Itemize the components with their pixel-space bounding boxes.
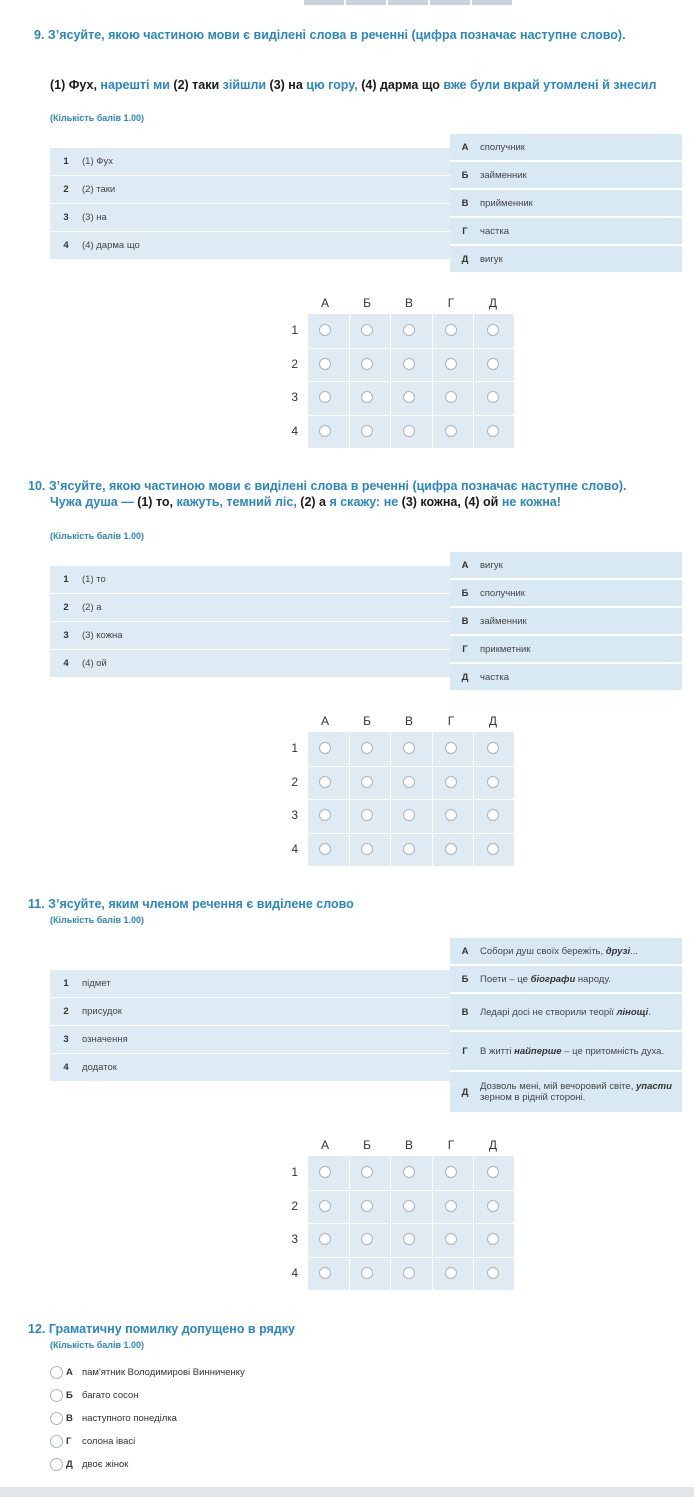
q10-left-item-4 (50, 650, 450, 678)
q11-right-highlighted-word: лінощі (616, 1006, 649, 1018)
q11-grid-row-divider (308, 1257, 514, 1258)
q12-option-radio[interactable] (50, 1458, 63, 1471)
q10-sentence-part-1: (1) то, (137, 495, 177, 509)
q10-radio-4-В[interactable] (403, 843, 415, 855)
q11-right-text: Дозволь мені, мій вечоровий світе, (480, 1081, 636, 1092)
q11-right-text-end: – це притомність духа. (561, 1045, 665, 1057)
q10-grid-column-header-Б: Б (363, 714, 371, 728)
q10-radio-4-А[interactable] (319, 843, 331, 855)
q9-radio-1-В[interactable] (403, 324, 415, 336)
q11-right-label (480, 1007, 659, 1018)
q9-radio-3-Г[interactable] (445, 391, 457, 403)
q11-grid-row-label-3: 3 (291, 1232, 298, 1246)
q12-option-letter: Г (66, 1436, 72, 1447)
q9-grid-row-label-2: 2 (291, 356, 298, 371)
q11-left-item-2 (50, 998, 450, 1026)
q9-radio-4-Д[interactable] (487, 425, 499, 437)
q9-right-item-Г (450, 218, 682, 246)
q10-left-label: (1) то (82, 574, 106, 585)
q9-radio-1-Б[interactable] (361, 324, 373, 336)
q10-radio-1-Б[interactable] (361, 742, 373, 754)
q11-right-letter: В (461, 1006, 469, 1018)
q11-grid-col-divider (390, 1156, 391, 1290)
q10-grid-row-label-4: 4 (291, 841, 298, 856)
q9-radio-2-В[interactable] (403, 358, 415, 370)
q10-grid-column-header-Д: Д (488, 714, 498, 728)
q11-left-item-1 (50, 970, 450, 998)
q11-right-highlighted-word: біографи (530, 973, 576, 985)
q11-right-text-end: ... (630, 945, 639, 957)
q11-radio-3-В[interactable] (403, 1233, 415, 1245)
q10-radio-4-Г[interactable] (445, 843, 457, 855)
q10-points: (Кількість балів 1.00) (50, 531, 145, 541)
q10-right-item-Г (450, 636, 682, 664)
q9-grid-row-label-1: 1 (291, 323, 298, 337)
q11-left-item-4 (50, 1054, 450, 1082)
q11-radio-4-Д[interactable] (487, 1267, 499, 1279)
q11-right-highlighted-word: найперше (514, 1045, 562, 1057)
q9-grid-column-header-В: В (404, 296, 413, 310)
q10-grid-col-divider (473, 732, 474, 866)
q11-grid-column-header-В: В (404, 1138, 413, 1152)
q9-right-item-Б (450, 162, 682, 190)
q11-right-text-end: . (648, 1006, 651, 1018)
q10-radio-3-В[interactable] (403, 809, 415, 821)
q11-right-item-А (450, 938, 682, 966)
q9-radio-2-Б[interactable] (361, 358, 373, 370)
q10-radio-1-А[interactable] (319, 742, 331, 754)
q11-grid-column-header-А: А (320, 1138, 329, 1152)
q9-right-item-В (450, 190, 682, 218)
q11-radio-3-А[interactable] (319, 1233, 331, 1245)
q9-radio-1-Г[interactable] (445, 324, 457, 336)
q9-right-letter: Д (461, 253, 469, 265)
q9-points: (Кількість балів 1.00) (50, 113, 145, 123)
q11-right-label (480, 1046, 672, 1057)
q10-left-number: 2 (63, 602, 69, 613)
q12-option-letter: В (66, 1413, 73, 1424)
q11-radio-3-Д[interactable] (487, 1233, 499, 1245)
q11-right-label (480, 946, 646, 957)
q10-right-letter: Г (462, 643, 468, 655)
q9-sentence-part-3: зійшли (222, 78, 270, 92)
q9-radio-4-А[interactable] (319, 425, 331, 437)
q10-sentence-part-4: я скажу: (329, 495, 384, 509)
q11-grid-col-divider (473, 1156, 474, 1290)
q9-right-item-Д (450, 246, 682, 274)
q11-right-text: В житті (480, 1045, 515, 1057)
q10-right-item-А (450, 552, 682, 580)
q10-title: 10. З’ясуйте, якою частиною мови є виділені слова в реченні (цифра позначає наступне слово). (28, 479, 627, 493)
q11-radio-4-В[interactable] (403, 1267, 415, 1279)
q10-right-label: сполучник (480, 587, 525, 599)
q12-option-radio[interactable] (50, 1366, 63, 1379)
q11-radio-2-Д[interactable] (487, 1200, 499, 1212)
q12-option-text: пам'ятник Володимирові Винниченку (82, 1367, 245, 1378)
q12-option-text: двоє жінок (82, 1459, 129, 1470)
q10-left-number: 4 (63, 658, 69, 669)
q11-left-label: додаток (82, 1062, 117, 1073)
q9-radio-2-А[interactable] (319, 358, 331, 370)
q11-right-letter: Б (461, 973, 469, 985)
q11-left-number: 4 (63, 1062, 69, 1073)
q10-grid-row-label-3: 3 (291, 808, 298, 822)
q10-grid-row-divider (308, 833, 514, 834)
q11-left-label: присудок (82, 1006, 122, 1017)
q12-option-Б[interactable] (50, 1389, 139, 1402)
q11-right-highlighted-word: друзі (605, 945, 631, 957)
q9-radio-1-А[interactable] (319, 324, 331, 336)
q9-right-letter: В (461, 197, 469, 209)
q10-left-item-2 (50, 594, 450, 622)
q12-option-radio[interactable] (50, 1412, 63, 1425)
q11-right-letter: А (461, 945, 469, 957)
q11-radio-3-Г[interactable] (445, 1233, 457, 1245)
q9-grid-row-label-3: 3 (291, 390, 298, 404)
q9-radio-3-Б[interactable] (361, 391, 373, 403)
q9-left-label: (1) Фух (82, 156, 113, 167)
q10-grid-row-divider (308, 766, 514, 767)
q10-radio-1-Г[interactable] (445, 742, 457, 754)
q9-right-letter: Б (461, 169, 469, 181)
q10-radio-2-Д[interactable] (487, 776, 499, 788)
q11-grid-row-divider (308, 1223, 514, 1224)
q10-grid-row-label-1: 1 (291, 741, 298, 755)
q10-sentence-part-6: (3) кожна, (401, 495, 465, 509)
q11-radio-2-Б[interactable] (361, 1200, 373, 1212)
q10-grid-column-header-В: В (404, 714, 413, 728)
q9-sentence-part-0: (1) Фух, (50, 78, 101, 92)
q9-left-number: 2 (63, 184, 69, 195)
q10-radio-4-Д[interactable] (487, 843, 499, 855)
q9-right-letter: Г (462, 225, 468, 237)
q10-radio-1-Д[interactable] (487, 742, 499, 754)
q11-grid-column-header-Б: Б (363, 1138, 371, 1152)
q9-left-item-1 (50, 148, 450, 176)
q9-left-label: (4) дарма що (82, 240, 140, 251)
q11-grid-row-divider (308, 1190, 514, 1191)
q9-left-label: (3) на (82, 212, 107, 223)
q9-radio-4-Б[interactable] (361, 425, 373, 437)
q10-grid-col-divider (349, 732, 350, 866)
q9-sentence-part-4: (3) на (269, 78, 307, 92)
q10-radio-2-Б[interactable] (361, 776, 373, 788)
q10-grid-row-label-2: 2 (291, 774, 298, 789)
q10-grid-column-header-А: А (320, 714, 329, 728)
q9-sentence-part-7: вже були вкрай утомлені й знесил (443, 78, 657, 92)
q9-radio-4-Г[interactable] (445, 425, 457, 437)
q10-sentence-part-8: не кожна! (501, 495, 561, 509)
q9-left-item-3 (50, 204, 450, 232)
q10-right-letter: А (461, 559, 469, 571)
q11-radio-1-А[interactable] (319, 1166, 331, 1178)
q11-radio-4-Б[interactable] (361, 1267, 373, 1279)
q11-right-label (480, 974, 619, 985)
q9-radio-1-Д[interactable] (487, 324, 499, 336)
q10-sentence-part-5: не (383, 495, 402, 509)
q11-right-highlighted-word: упасти (635, 1081, 672, 1092)
q10-radio-1-В[interactable] (403, 742, 415, 754)
q10-right-label: займенник (480, 615, 527, 627)
q9-right-label: частка (480, 225, 509, 237)
q9-right-label: займенник (480, 169, 527, 181)
q9-grid-row-label-4: 4 (291, 423, 298, 438)
q11-right-letter: Д (461, 1086, 469, 1098)
q10-grid-column-header-Г: Г (447, 714, 455, 728)
q9-title: 9. З’ясуйте, якою частиною мови є виділені слова в реченні (цифра позначає наступне слово). (34, 28, 626, 42)
q11-right-item-Б (450, 966, 682, 994)
q9-sentence-part-1: нарешті ми (100, 78, 174, 92)
q12-option-А[interactable] (50, 1366, 245, 1379)
q9-radio-2-Д[interactable] (487, 358, 499, 370)
q11-grid-column-header-Д: Д (488, 1138, 498, 1152)
q11-radio-1-Г[interactable] (445, 1166, 457, 1178)
q11-left-number: 2 (63, 1006, 69, 1017)
q9-left-label: (2) таки (82, 184, 116, 195)
q9-grid-col-divider (390, 314, 391, 448)
q11-radio-2-В[interactable] (403, 1200, 415, 1212)
q11-grid-col-divider (432, 1156, 433, 1290)
q10-sentence-part-0: Чужа душа — (50, 495, 138, 509)
q11-right-text: Собори душ своїх бережіть, (480, 945, 606, 957)
q11-radio-4-Г[interactable] (445, 1267, 457, 1279)
q11-radio-4-А[interactable] (319, 1267, 331, 1279)
q12-option-letter: Б (66, 1390, 73, 1401)
q9-grid-column-header-Г: Г (447, 296, 455, 310)
q9-left-number: 4 (63, 240, 69, 251)
q10-radio-3-Г[interactable] (445, 809, 457, 821)
q10-left-number: 3 (63, 630, 69, 641)
q10-left-item-1 (50, 566, 450, 594)
bottom-bar (0, 1487, 694, 1497)
q12-option-text: багато сосон (82, 1390, 139, 1401)
q9-left-number: 3 (63, 212, 69, 223)
q12-option-letter: А (66, 1367, 73, 1378)
q9-sentence-part-6: (4) дарма що (361, 78, 444, 92)
q12-option-text: солона івасі (82, 1436, 136, 1447)
q9-grid-col-divider (473, 314, 474, 448)
q9-grid-row-divider (308, 381, 514, 382)
q9-grid-col-divider (349, 314, 350, 448)
q9-sentence-part-2: (2) таки (173, 78, 223, 92)
q10-right-item-Б (450, 580, 682, 608)
q10-sentence-part-2: кажуть, темний ліс, (176, 495, 301, 509)
q11-grid-row-label-4: 4 (291, 1265, 298, 1280)
q12-option-Г[interactable] (50, 1435, 135, 1448)
q9-radio-4-В[interactable] (403, 425, 415, 437)
q10-sentence (50, 495, 561, 509)
q11-right-letter: Г (462, 1045, 468, 1057)
q10-left-item-3 (50, 622, 450, 650)
q10-sentence-part-3: (2) а (300, 495, 330, 509)
q11-right-text: Ледарі досі не створили теорії (480, 1006, 617, 1018)
q11-right-item-Г (450, 1032, 682, 1072)
q11-grid-col-divider (349, 1156, 350, 1290)
q11-grid-column-header-Г: Г (447, 1138, 455, 1152)
q9-sentence (50, 78, 656, 92)
q10-radio-4-Б[interactable] (361, 843, 373, 855)
q9-radio-2-Г[interactable] (445, 358, 457, 370)
q11-radio-2-А[interactable] (319, 1200, 331, 1212)
q9-grid-row-divider (308, 348, 514, 349)
q11-right-label (480, 1081, 682, 1103)
q11-right-text-end: народу. (575, 973, 611, 985)
q10-right-label: вигук (480, 559, 503, 571)
q11-points: (Кількість балів 1.00) (50, 915, 145, 925)
q10-radio-3-А[interactable] (319, 809, 331, 821)
q10-right-label: частка (480, 671, 509, 683)
q10-left-number: 1 (63, 574, 69, 585)
q10-left-label: (3) кожна (82, 630, 123, 641)
q9-right-letter: А (461, 141, 469, 153)
q10-grid-col-divider (390, 732, 391, 866)
q11-left-number: 1 (63, 978, 69, 989)
q10-grid-row-divider (308, 799, 514, 800)
q12-option-radio[interactable] (50, 1435, 63, 1448)
q10-right-item-В (450, 608, 682, 636)
q11-right-item-Д (450, 1072, 682, 1114)
q10-radio-2-Г[interactable] (445, 776, 457, 788)
q9-radio-3-В[interactable] (403, 391, 415, 403)
q11-left-label: означення (82, 1034, 128, 1045)
q10-radio-2-В[interactable] (403, 776, 415, 788)
q11-right-item-В (450, 994, 682, 1032)
q10-radio-3-Б[interactable] (361, 809, 373, 821)
q12-option-letter: Д (66, 1459, 73, 1470)
q11-grid-row-label-1: 1 (291, 1165, 298, 1179)
q10-grid-col-divider (432, 732, 433, 866)
q9-right-label: прийменник (480, 197, 533, 209)
q9-grid-col-divider (432, 314, 433, 448)
q9-right-label: вигук (480, 253, 503, 265)
q9-left-number: 1 (63, 156, 69, 167)
q11-radio-1-В[interactable] (403, 1166, 415, 1178)
q10-sentence-part-7: (4) ой (464, 495, 502, 509)
q9-grid-column-header-Д: Д (488, 296, 498, 310)
q9-left-item-2 (50, 176, 450, 204)
q12-points: (Кількість балів 1.00) (50, 1340, 145, 1350)
q10-radio-3-Д[interactable] (487, 809, 499, 821)
q12-option-radio[interactable] (50, 1389, 63, 1402)
q10-right-letter: Б (461, 587, 469, 599)
q11-radio-3-Б[interactable] (361, 1233, 373, 1245)
q11-title: 11. З’ясуйте, яким членом речення є виділене слово (28, 897, 354, 911)
top-scroll-edge (0, 0, 694, 6)
q9-grid-row-divider (308, 415, 514, 416)
q9-right-item-А (450, 134, 682, 162)
q11-right-text: Поети – це (480, 973, 531, 985)
q10-right-letter: В (461, 615, 469, 627)
q11-left-label: підмет (82, 978, 111, 989)
q10-left-label: (2) а (82, 602, 102, 613)
q9-left-item-4 (50, 232, 450, 260)
q9-radio-3-А[interactable] (319, 391, 331, 403)
q10-right-letter: Д (461, 671, 469, 683)
q10-left-label: (4) ой (82, 658, 107, 669)
q9-grid-column-header-А: А (320, 296, 329, 310)
q9-radio-3-Д[interactable] (487, 391, 499, 403)
q10-right-item-Д (450, 664, 682, 692)
q11-radio-1-Б[interactable] (361, 1166, 373, 1178)
q12-option-В[interactable] (50, 1412, 177, 1425)
q12-title: 12. Граматичну помилку допущено в рядку (28, 1322, 295, 1336)
q10-right-label: прикметник (480, 643, 531, 655)
q12-option-Д[interactable] (50, 1458, 128, 1471)
q11-radio-2-Г[interactable] (445, 1200, 457, 1212)
q9-sentence-part-5: цю гору, (306, 78, 362, 92)
q11-left-number: 3 (63, 1034, 69, 1045)
q9-grid-column-header-Б: Б (363, 296, 371, 310)
q11-radio-1-Д[interactable] (487, 1166, 499, 1178)
q11-left-item-3 (50, 1026, 450, 1054)
q9-right-label: сполучник (480, 141, 525, 153)
q10-radio-2-А[interactable] (319, 776, 331, 788)
q11-grid-row-label-2: 2 (291, 1198, 298, 1213)
q11-right-text-end: зерном в рідній стороні. (480, 1092, 586, 1103)
q12-option-text: наступного понеділка (82, 1413, 177, 1424)
